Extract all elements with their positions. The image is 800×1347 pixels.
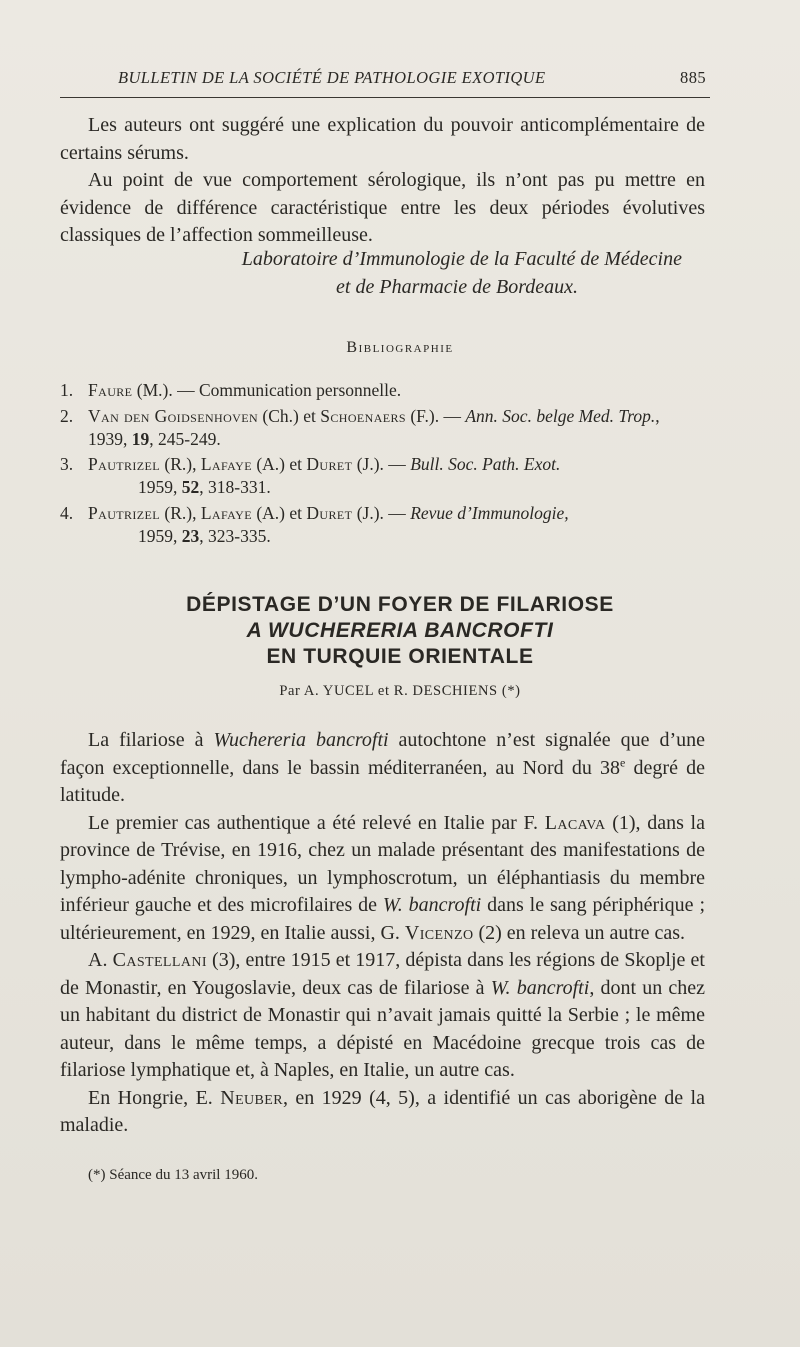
bib-journal: Bull. Soc. Path. Exot. <box>410 454 561 475</box>
species-name: W. bancrofti <box>490 976 590 999</box>
bib-journal: Ann. Soc. belge Med. Trop. <box>465 405 656 426</box>
text-run: autochtone n’est signalée que d’une façon exceptionnelle, dans le bassin méditerranéen, au Nord du 38 <box>60 729 706 779</box>
intro-section <box>60 112 705 250</box>
bib-author: Van den Goidsenhoven <box>88 405 259 426</box>
bib-text: (R.), <box>160 454 201 475</box>
title-line-1: DÉPISTAGE D’UN FOYER DE FILARIOSE <box>186 593 614 616</box>
header-rule <box>60 97 710 98</box>
bib-text: (J.). — <box>352 454 411 475</box>
author-name: Neuber <box>220 1086 283 1109</box>
bib-continuation <box>88 525 700 548</box>
body-paragraph-2 <box>60 810 705 948</box>
author-name: Vicenzo <box>404 921 474 944</box>
title-line-2: A WUCHERERIA BANCROFTI <box>246 619 554 642</box>
bib-author: Faure <box>88 380 133 400</box>
bib-author: Lafaye <box>200 454 252 475</box>
text-run: Le premier cas authentique a été relevé en Italie par F. <box>88 811 545 834</box>
bib-text: (A.) et <box>251 454 307 475</box>
bib-text: (R.), <box>160 502 201 523</box>
text-run: dans le sang périphérique ; ultérieurement, en 1929, en Italie aussi, G. <box>60 894 705 944</box>
bib-text: (M.). — Communication personnelle. <box>132 380 402 400</box>
intro-paragraph-1: Les auteurs ont suggéré une explication du pouvoir anticomplémentaire de certains sérums. <box>60 114 705 164</box>
bib-author: Pautrizel <box>88 502 160 523</box>
byline: Par A. YUCEL et R. DESCHIENS (*) <box>279 683 521 699</box>
bib-number: 2. <box>60 405 74 426</box>
bib-text: (Ch.) et <box>258 405 321 426</box>
body-paragraph-3 <box>60 947 705 1085</box>
species-name: W. bancrofti <box>382 894 482 916</box>
author-name: Castellani <box>112 949 207 971</box>
bibliography-item <box>60 502 700 548</box>
affiliation-line-1: Laboratoire d’Immunologie de la Faculté de Médecine <box>241 248 682 270</box>
bib-author: Duret <box>306 502 353 523</box>
bibliography-item <box>60 405 700 451</box>
footnote: (*) Séance du 13 avril 1960. <box>88 1167 258 1183</box>
bibliography-item <box>60 379 700 402</box>
bib-continuation <box>88 476 700 499</box>
text-run: degré de latitude. <box>60 756 705 806</box>
bib-text: (J.). — <box>352 502 411 523</box>
bib-author: Duret <box>306 454 353 475</box>
bib-year: 1959, <box>138 477 182 498</box>
bib-pages: , 323-335. <box>199 525 271 546</box>
intro-paragraph-2: Au point de vue comportement sérologique, ils n’ont pas pu mettre en évidence de différence caractéristique entre les deux périodes évolutives classiques de l’affection sommeilleuse. <box>60 169 705 246</box>
text-run: (1), dans la province de Trévise, en 1916, chez un malade présentant des manifestations de lympho-adénite chroniques, un lymphoscrotum, un éléphantiasis du membre inférieur gauche et des microfilaires de <box>60 811 705 916</box>
bib-year: , 1939, <box>88 405 660 449</box>
text-run: (2) en releva un autre cas. <box>473 921 686 944</box>
text-run: , dont un chez un habitant du district de Monastir qui n’avait jamais quitté la Serbie ; le même auteur, dans le même temps, a dépisté en Macédoine grecque trois cas de filariose lymphatique et, à Naples, en Italie, un autre cas. <box>60 976 706 1081</box>
bib-volume: 52 <box>181 477 200 498</box>
species-name: Wuchereria bancrofti <box>213 729 389 751</box>
bib-volume: 19 <box>131 428 150 449</box>
bib-author: Lafaye <box>200 502 252 523</box>
bib-pages: , 318-331. <box>199 477 271 498</box>
bib-text: (A.) et <box>251 502 307 523</box>
bib-pages: , 245-249. <box>149 428 221 449</box>
bib-number: 3. <box>60 454 74 475</box>
title-line-3: EN TURQUIE ORIENTALE <box>266 645 534 668</box>
bib-text: (F.). — <box>405 405 466 426</box>
bib-volume: 23 <box>181 525 200 546</box>
bib-author: Schoenaers <box>320 405 406 426</box>
affiliation-line-2: et de Pharmacie de Bordeaux. <box>336 275 578 298</box>
text-run: La filariose à <box>88 729 214 751</box>
article-title <box>0 592 800 670</box>
page-number: 885 <box>680 68 706 87</box>
bib-journal: Revue d’Immunologie, <box>410 502 569 523</box>
text-run: , en 1929 (4, 5), a identifié un cas aborigène de la maladie. <box>60 1086 705 1136</box>
bibliography-heading: Bibliographie <box>346 339 454 356</box>
bib-number: 4. <box>60 502 74 523</box>
running-header <box>118 68 706 88</box>
text-run: A. <box>88 949 113 971</box>
text-run: En Hongrie, E. <box>88 1086 221 1109</box>
bibliography-item <box>60 453 700 499</box>
superscript: e <box>620 754 626 769</box>
affiliation <box>60 246 682 301</box>
bib-author: Pautrizel <box>88 454 160 475</box>
bib-number: 1. <box>60 380 74 400</box>
article-body <box>60 727 705 1140</box>
text-run: (3), entre 1915 et 1917, dépista dans les régions de Skoplje et de Monastir, en Yougoslavie, deux cas de filariose à <box>60 949 705 999</box>
author-name: Lacava <box>544 811 606 834</box>
body-paragraph-4 <box>60 1085 705 1140</box>
journal-title: BULLETIN DE LA SOCIÉTÉ DE PATHOLOGIE EXOTIQUE <box>118 68 546 87</box>
bib-year: 1959, <box>138 525 182 546</box>
bibliography-list <box>60 379 700 551</box>
body-paragraph-1 <box>60 727 705 810</box>
